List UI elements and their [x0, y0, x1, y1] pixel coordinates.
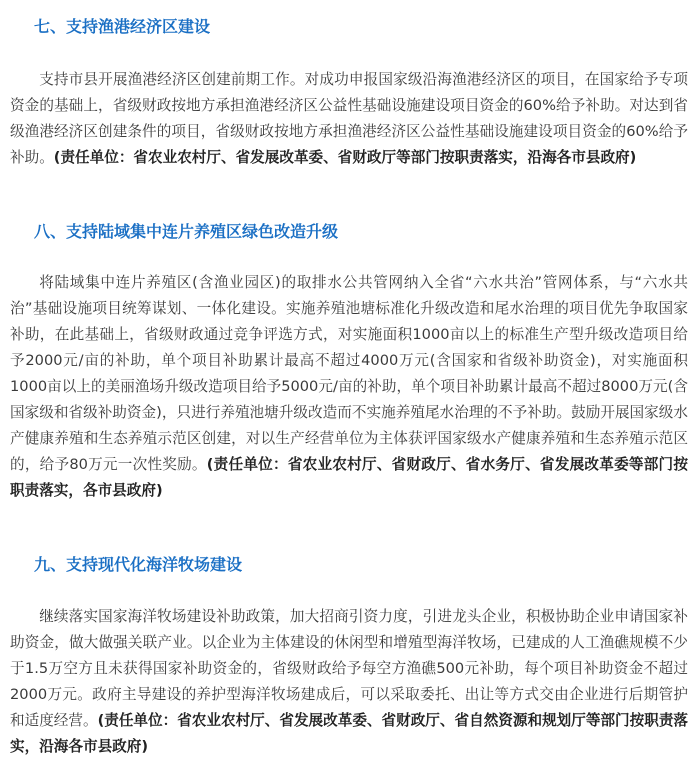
section-body-text-7: 支持市县开展渔港经济区创建前期工作。对成功申报国家级沿海渔港经济区的项目，在国家给予专项资金的基础上，省级财政按地方承担渔港经济区公益性基础设施建设项目资金的60%给予补助。对达到省级渔港经济区创建条件的项目，省级财政按地方承担渔港经济区公益性基础设施建设项目资金的60%给予补助。: [10, 71, 688, 166]
section-body-text-9: 继续落实国家海洋牧场建设补助政策，加大招商引资力度，引进龙头企业，积极协助企业申请国家补助资金，做大做强关联产业。以企业为主体建设的休闲型和增殖型海洋牧场，已建成的人工渔礁规模不少于1.5万空方且未获得国家补助资金的，省级财政给予每空方渔礁500元补助，每个项目补助资金不超过2000万元。政府主导建设的养护型海洋牧场建成后，可以采取委托、出让等方式交由企业进行后期管护和适度经营。: [10, 608, 688, 729]
section-heading-8: 八、支持陆域集中连片养殖区绿色改造升级: [34, 222, 339, 241]
section-heading-9: 九、支持现代化海洋牧场建设: [34, 555, 243, 574]
section-body-text-8: 将陆域集中连片养殖区(含渔业园区)的取排水公共管网纳入全省“六水共治”管网体系，与“六水共治”基础设施项目统筹谋划、一体化建设。实施养殖池塘标准化升级改造和尾水治理的项目优先争取国家补助，在此基础上，省级财政通过竞争评选方式，对实施面积1000亩以上的标准生产型升级改造项目给予2000元/亩的补助，单个项目补助累计最高不超过4000万元(含国家和省级补助资金)，对实施面积1000亩以上的美丽渔场升级改造项目给予5000元/亩的补助，单个项目补助累计最高不超过8000万元(含国家级和省级补助资金)，只进行养殖池塘升级改造而不实施养殖尾水治理的不予补助。鼓励开展国家级水产健康养殖和生态养殖示范区创建，对以生产经营单位为主体获评国家级水产健康养殖和生态养殖示范区的，给予80万元一次性奖励。: [10, 274, 688, 473]
section-body-8: [10, 270, 688, 504]
responsibility-text-7: (责任单位：省农业农村厅、省发展改革委、省财政厅等部门按职责落实，沿海各市县政府): [53, 149, 637, 166]
responsibility-text-8: (责任单位：省农业农村厅、省财政厅、省水务厅、省发展改革委等部门按职责落实，各市县政府): [10, 456, 688, 499]
section-body-7: [10, 67, 688, 171]
responsibility-text-9: (责任单位：省农业农村厅、省发展改革委、省财政厅、省自然资源和规划厅等部门按职责落实，沿海各市县政府): [10, 712, 689, 755]
section-body-9: [10, 604, 688, 760]
section-heading-7: 七、支持渔港经济区建设: [34, 17, 211, 36]
